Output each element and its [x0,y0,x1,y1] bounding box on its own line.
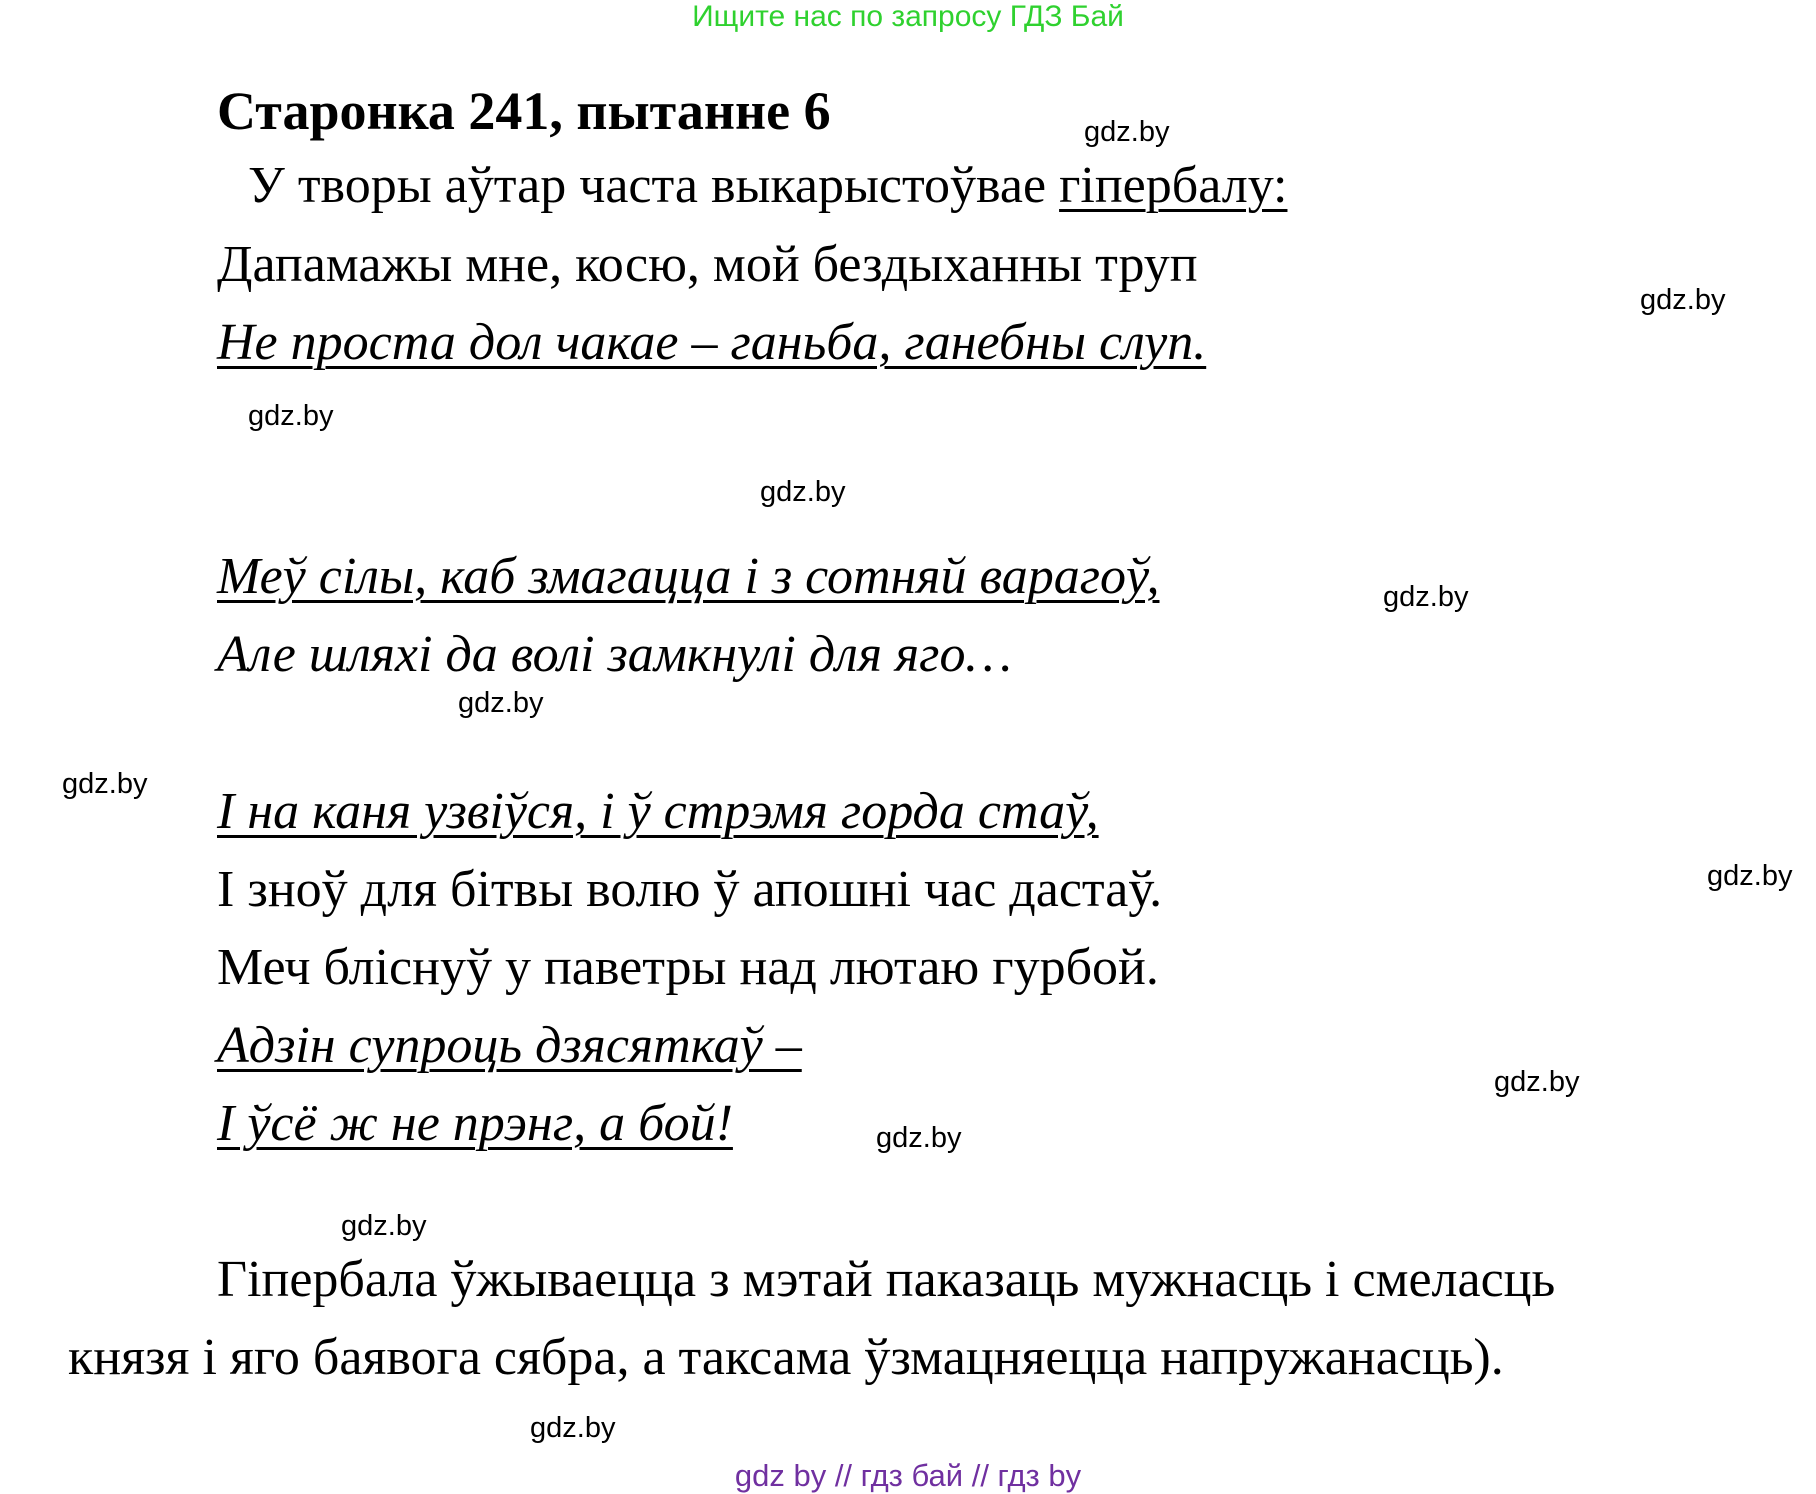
poem-line-8: Адзін супроць дзясяткаў – [217,1017,802,1074]
poem-line-7: Меч бліснуў у паветры над лютаю гурбой. [217,939,1159,996]
conclusion-line-1: Гіпербала ўжываецца з мэтай паказаць мужнасць і смеласць [217,1251,1556,1308]
page-title: Старонка 241, пытанне 6 [217,81,831,141]
poem-line-5: І на каня узвіўся, і ў стрэмя горда стаў, [217,783,1099,840]
watermark: gdz.by [1640,284,1726,316]
top-banner: Ищите нас по запросу ГДЗ Бай [692,0,1124,33]
bottom-banner: gdz by // гдз бай // гдз by [734,1458,1082,1493]
poem-line-2: Не проста дол чакае – ганьба, ганебны слуп. [217,314,1207,371]
poem-line-1: Дапамажы мне, косю, мой бездыханны труп [217,236,1198,293]
watermark: gdz.by [458,687,544,719]
watermark: gdz.by [530,1412,616,1444]
watermark: gdz.by [1494,1066,1580,1098]
watermark: gdz.by [1383,581,1469,613]
intro-line [248,156,1287,215]
poem-line-6: І зноў для бітвы волю ў апошні час дастаў. [217,861,1163,918]
conclusion-line-2: князя і яго баявога сябра, а таксама ўзмацняецца напружанасць). [68,1329,1504,1386]
watermark: gdz.by [1084,116,1170,148]
poem-line-3: Меў сілы, каб змагацца і з сотняй варагоў, [217,548,1160,605]
watermark: gdz.by [62,768,148,800]
intro-term: гіпербалу: [1059,157,1288,214]
watermark: gdz.by [1707,860,1793,892]
watermark: gdz.by [760,476,846,508]
intro-prefix: У творы аўтар часта выкарыстоўвае [248,157,1060,214]
watermark: gdz.by [876,1122,962,1154]
watermark: gdz.by [248,400,334,432]
watermark: gdz.by [341,1210,427,1242]
poem-line-4: Але шляхі да волі замкнулі для яго… [217,626,1012,683]
poem-line-9: І ўсё ж не прэнг, а бой! [217,1095,733,1152]
